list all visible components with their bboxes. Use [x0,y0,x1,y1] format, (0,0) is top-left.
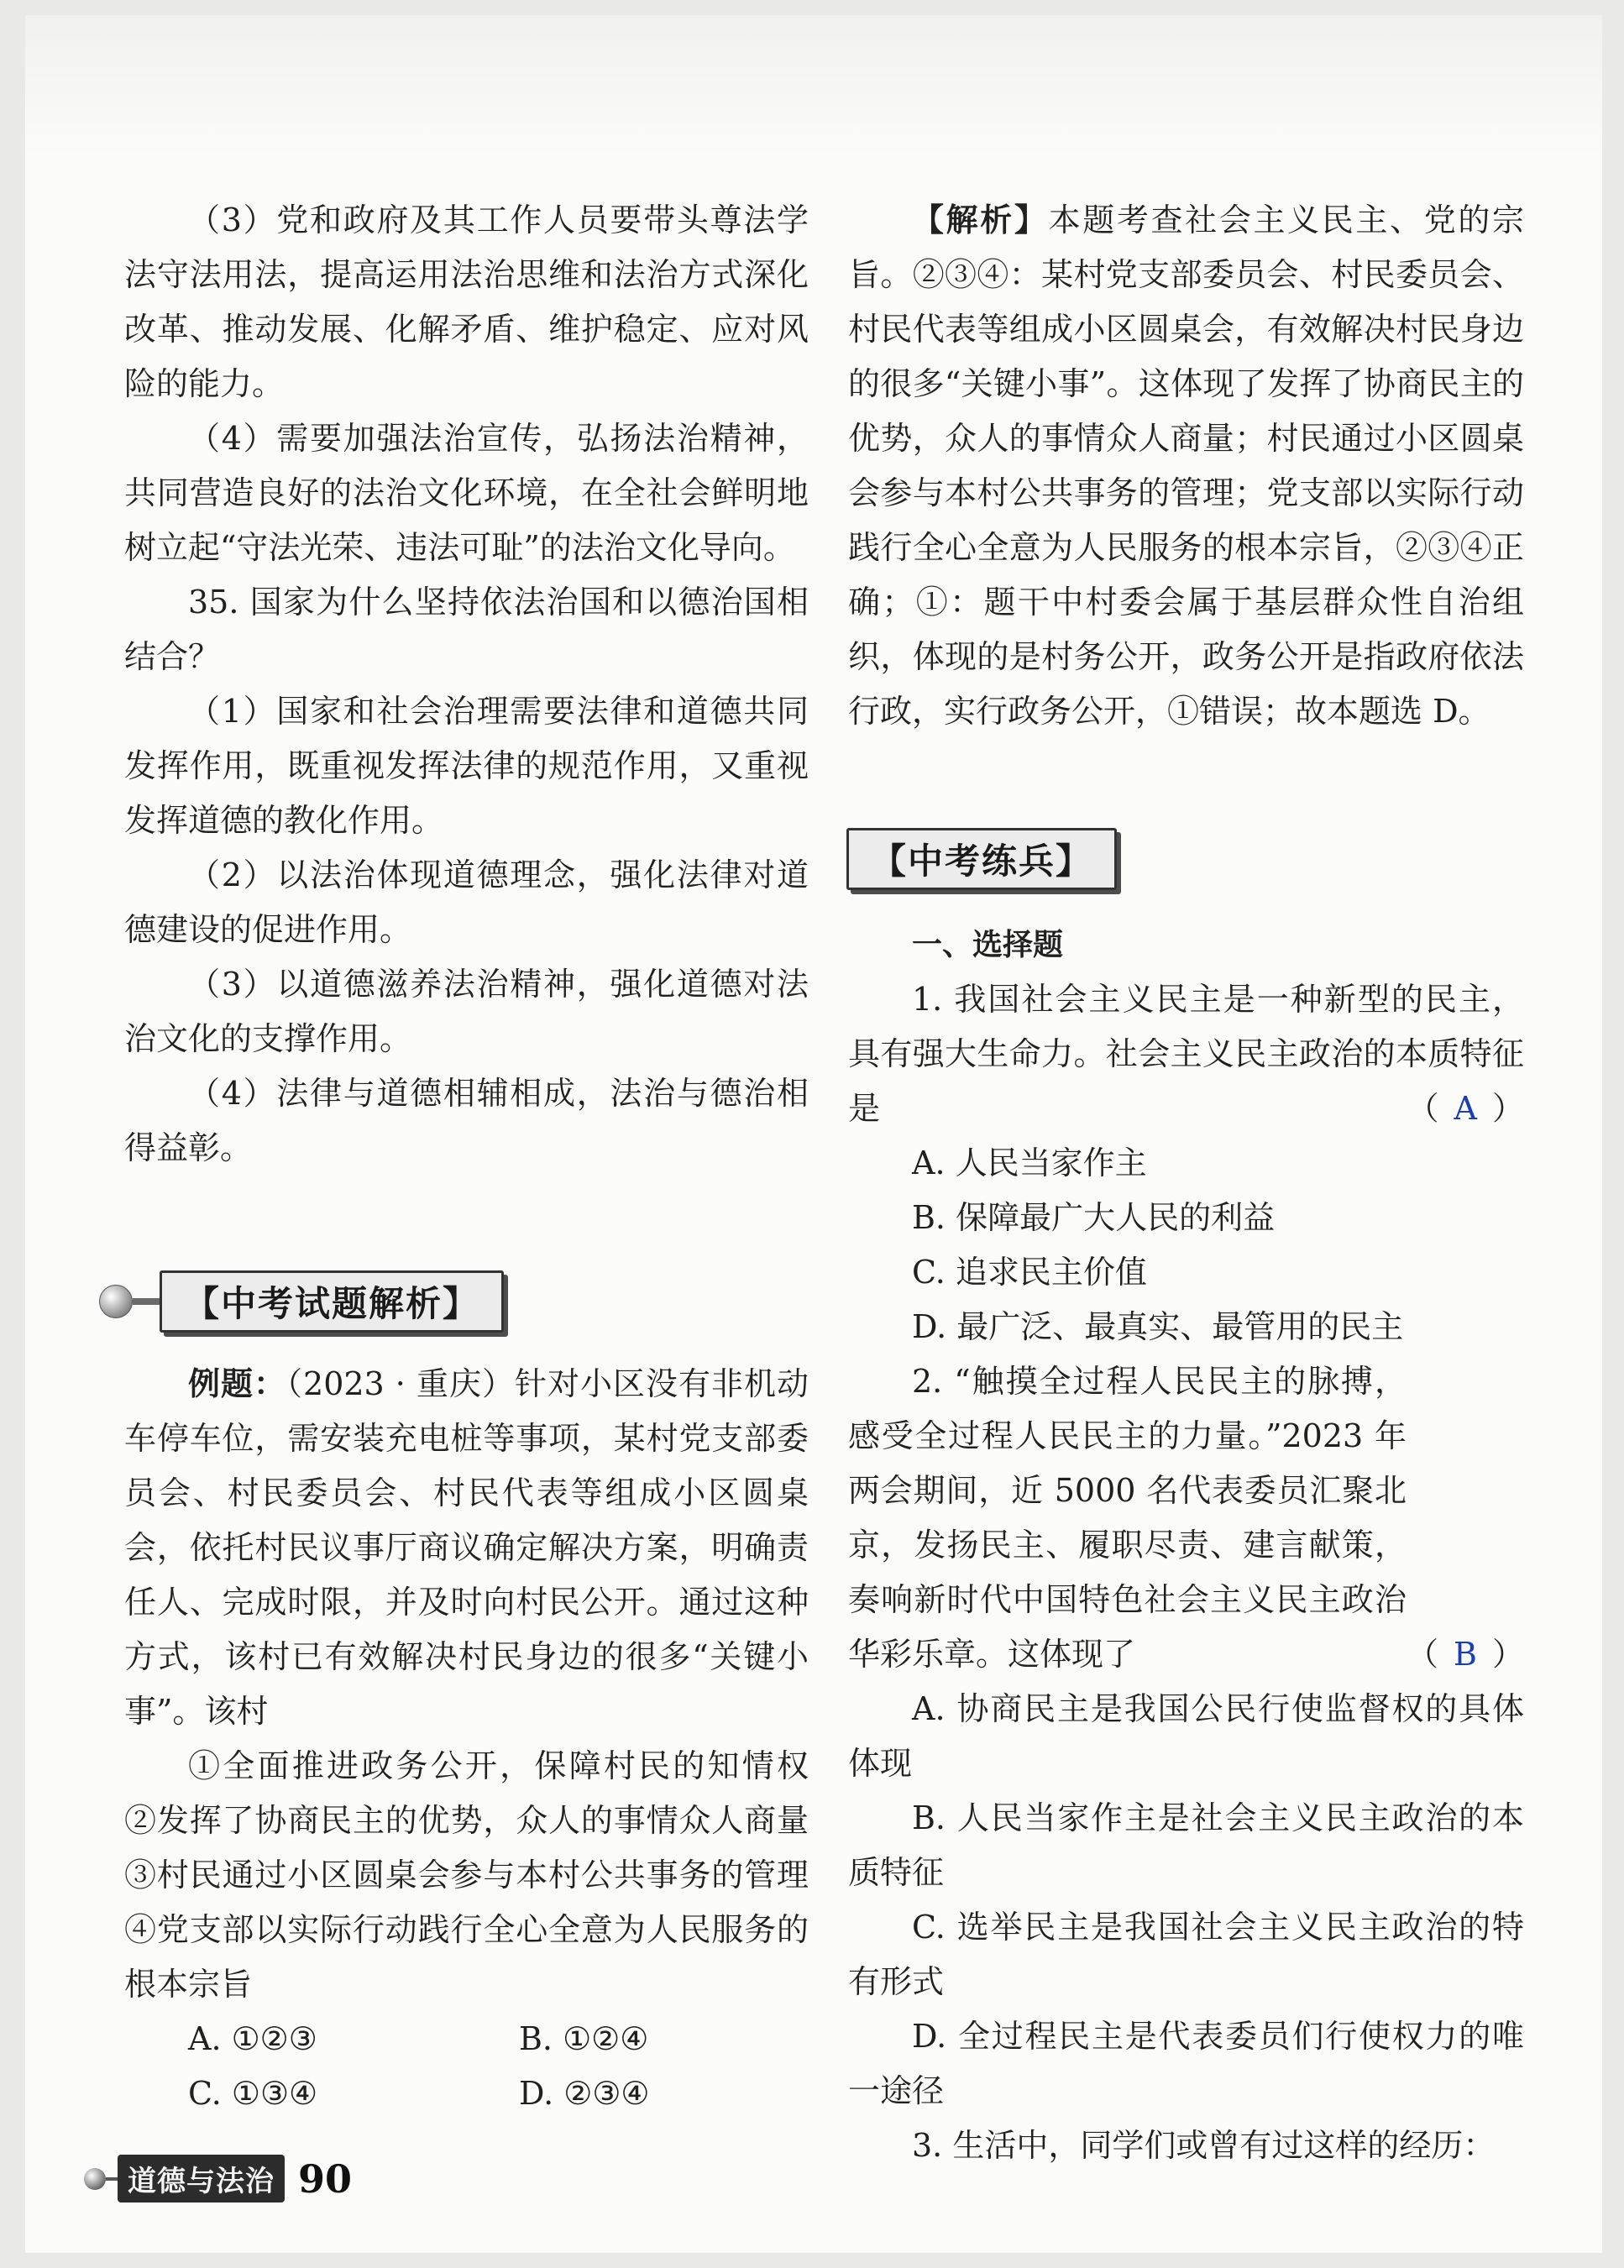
banner-dot-icon [99,1285,133,1318]
analysis-paragraph [848,193,1524,739]
banner-connector [133,1298,163,1305]
question-1-answer: A [1454,1090,1477,1127]
example-text: （2023 · 重庆）针对小区没有非机动车停车位，需安装充电桩等事项，某村党支部委员会、村民委员会、村民代表等组成小区圆桌会，依托村民议事厅商议确定解决方案，明确责任人、完成时限，并及时向村民公开。通过这种方式，该村已有效解决村民身边的很多“关键小事”。该村 [124,1365,809,1730]
point-3-paragraph: （3）党和政府及其工作人员要带头尊法学法守法用法，提高运用法治思维和法治方式深化改革、推动发展、化解矛盾、维护稳定、应对风险的能力。 [124,202,809,402]
analysis-block [848,193,1524,739]
q1-option-b: B. 保障最广大人民的利益 [912,1199,1276,1236]
example-paragraph [124,1357,809,1739]
q1-option-d: D. 最广泛、最真实、最管用的民主 [912,1308,1404,1345]
page-footer [84,2155,352,2203]
choice-section-heading: 一、选择题 [912,928,1064,962]
question-2-answer: B [1454,1636,1477,1673]
example-option-c: C. ①③④ [188,2075,318,2112]
example-options [124,2012,809,2121]
example-option-a: A. ①②③ [188,2020,317,2057]
q1-option-a: A. 人民当家作主 [912,1144,1147,1181]
question-2-answer-bracket: （ B ） [1407,1636,1524,1673]
question-2-text: 2. “触摸全过程人民民主的脉搏，感受全过程人民民主的力量。”2023 年两会期间，近 5000 名代表委员汇聚北京，发扬民主、履职尽责、建言献策，奏响新时代中国特色社会主义民主政治华彩乐章。这体现了 [848,1363,1407,1673]
left-answer-block [124,193,809,1176]
footer-connector [106,2177,118,2181]
example-statements: ①全面推进政务公开，保障村民的知情权 ②发挥了协商民主的优势，众人的事情众人商量 ③村民通过小区圆桌会参与本村公共事务的管理 ④党支部以实际行动践行全心全意为人民服务的根本宗旨 [124,1747,841,2003]
analysis-text: 本题考查社会主义民主、党的宗旨。②③④：某村党支部委员会、村民委员会、村民代表等组成小区圆桌会，有效解决村民身边的很多“关键小事”。这体现了发挥了协商民主的优势，众人的事情众人商量；村民通过小区圆桌会参与本村公共事务的管理；党支部以实际行动践行全心全意为人民服务的根本宗旨，②③④正确；①：题干中村委会属于基层群众性自治组织，体现的是村务公开，政务公开是指政府依法行政，实行政务公开，①错误；故本题选 D。 [848,202,1524,730]
page-number: 90 [298,2155,353,2202]
analysis-label: 【解析】 [912,202,1049,238]
example-block [124,1357,841,2121]
scan-top-shade [25,15,1602,158]
textbook-page [25,15,1602,2253]
example-option-b: B. ①②④ [519,2020,649,2057]
question-35-paragraph: 35. 国家为什么坚持依法治国和以德治国相结合？ [124,584,809,675]
example-label: 例题： [188,1365,287,1402]
practice-banner [846,828,1117,890]
question-1-answer-bracket: （ A ） [1407,1090,1524,1127]
example-option-d: D. ②③④ [519,2075,650,2112]
footer-dot-icon [84,2168,106,2190]
q1-option-c: C. 追求民主价值 [912,1254,1147,1291]
q2-option-c: C. 选举民主是我国社会主义民主政治的特有形式 [848,1909,1524,2000]
q35-point-2: （2）以法治体现道德理念，强化法律对道德建设的促进作用。 [124,856,809,948]
q2-option-b: B. 人民当家作主是社会主义民主政治的本质特征 [848,1799,1524,1891]
question-3-text: 3. 生活中，同学们或曾有过这样的经历： [912,2127,1496,2164]
exam-analysis-title: 【中考试题解析】 [160,1270,504,1333]
exam-analysis-banner [99,1270,504,1333]
practice-questions [848,918,1524,2173]
q35-point-1: （1）国家和社会治理需要法律和道德共同发挥作用，既重视发挥法律的规范作用，又重视发挥道德的教化作用。 [124,693,809,839]
question-1-text: 1. 我国社会主义民主是一种新型的民主，具有强大生命力。社会主义民主政治的本质特征是 [848,981,1524,1127]
practice-title: 【中考练兵】 [846,828,1117,890]
question-2 [848,1354,1524,1682]
point-4-paragraph: （4）需要加强法治宣传，弘扬法治精神，共同营造良好的法治文化环境，在全社会鲜明地树立起“守法光荣、违法可耻”的法治文化导向。 [124,420,809,566]
q35-point-3: （3）以道德滋养法治精神，强化道德对法治文化的支撑作用。 [124,966,809,1057]
q35-point-4: （4）法律与道德相辅相成，法治与德治相得益彰。 [124,1075,809,1166]
question-1 [848,972,1524,1136]
q2-option-d: D. 全过程民主是代表委员们行使权力的唯一途径 [848,2018,1524,2109]
subject-badge: 道德与法治 [118,2155,285,2203]
q2-option-a: A. 协商民主是我国公民行使监督权的具体体现 [848,1690,1524,1782]
